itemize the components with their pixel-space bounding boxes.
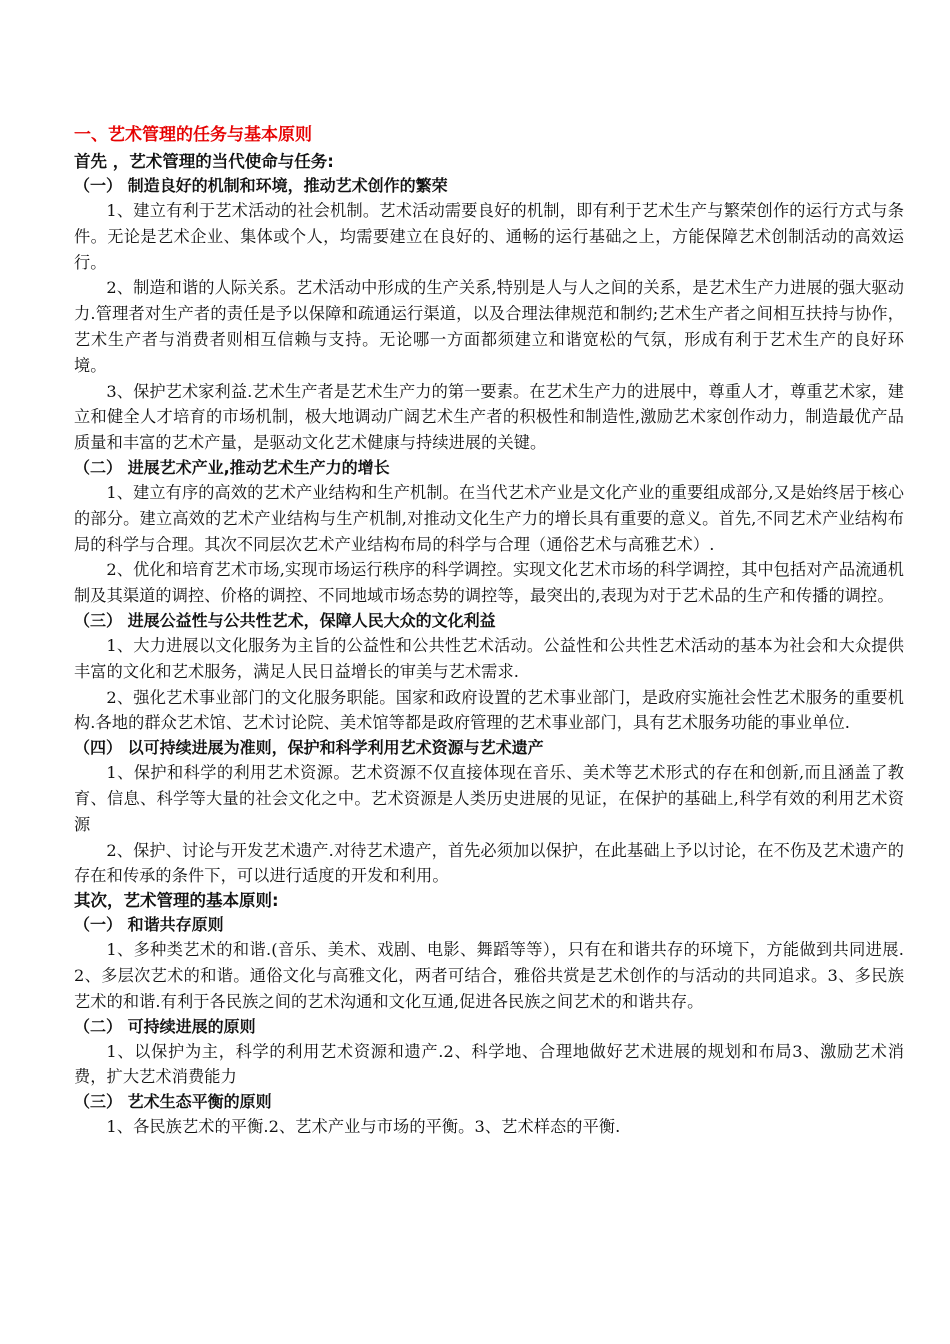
principle-2-paragraph: 1、以保护为主，科学的利用艺术资源和遗产.2、科学地、合理地做好艺术进展的规划和布局3、激励艺术消费，扩大艺术消费能力 [74, 1041, 904, 1087]
document-page [74, 124, 904, 1140]
part1-heading: 首先 ，艺术管理的当代使命与任务: [74, 152, 334, 171]
principle-3-paragraph: 1、各民族艺术的平衡.2、艺术产业与市场的平衡。3、艺术样态的平衡. [106, 1117, 621, 1137]
principle-3-heading: （三） 艺术生态平衡的原则 [74, 1092, 272, 1112]
section-1-paragraph-1: 1、建立有利于艺术活动的社会机制。艺术活动需要良好的机制，即有利于艺术生产与繁荣创作的运行方式与条件。无论是艺术企业、集体或个人，均需要建立在良好的、通畅的运行基础之上，方能保障艺术创制活动的高效运行。 [74, 201, 904, 272]
section-1-paragraph-2: 2、制造和谐的人际关系。艺术活动中形成的生产关系,特别是人与人之间的关系，是艺术生产力进展的强大驱动力.管理者对生产者的责任是予以保障和疏通运行渠道，以及合理法律规范和制约;艺术生产者之间相互扶持与协作，艺术生产者与消费者则相互信赖与支持。无论哪一方面都须建立和谐宽松的气氛，形成有利于艺术生产的良好环境。 [74, 278, 904, 375]
principle-1-paragraph: 1、多种类艺术的和谐.(音乐、美术、戏剧、电影、舞蹈等等），只有在和谐共存的环境下，方能做到共同进展. 2、多层次艺术的和谐。通俗文化与高雅文化，两者可结合，雅俗共赏是艺术创作的与活动的共同追求。3、多民族艺术的和谐.有利于各民族之间的艺术沟通和文化互通,促进各民族之间艺术的和谐共存。 [74, 940, 904, 1011]
principle-1-heading: （一） 和谐共存原则 [74, 915, 224, 935]
section-4-paragraph-1: 1、保护和科学的利用艺术资源。艺术资源不仅直接体现在音乐、美术等艺术形式的存在和创新,而且涵盖了教育、信息、科学等大量的社会文化之中。艺术资源是人类历史进展的见证，在保护的基础上,科学有效的利用艺术资源 [74, 763, 904, 834]
section-2-paragraph-2: 2、优化和培育艺术市场,实现市场运行秩序的科学调控。实现文化艺术市场的科学调控，其中包括对产品流通机制及其渠道的调控、价格的调控、不同地域市场态势的调控等，最突出的,表现为对于艺术品的生产和传播的调控。 [74, 560, 904, 606]
section-4-paragraph-2: 2、保护、讨论与开发艺术遗产.对待艺术遗产，首先必须加以保护，在此基础上予以讨论，在不伤及艺术遗产的存在和传承的条件下，可以进行适度的开发和利用。 [74, 840, 904, 886]
section-3-heading: （三） 进展公益性与公共性艺术，保障人民大众的文化利益 [74, 610, 496, 630]
section-1-heading: （一） 制造良好的机制和环境，推动艺术创作的繁荣 [74, 176, 448, 195]
section-3-paragraph-1: 1、大力进展以文化服务为主旨的公益性和公共性艺术活动。公益性和公共性艺术活动的基本为社会和大众提供丰富的文化和艺术服务，满足人民日益增长的审美与艺术需求. [74, 635, 904, 681]
section-1-paragraph-3: 3、保护艺术家利益.艺术生产者是艺术生产力的第一要素。在艺术生产力的进展中，尊重人才，尊重艺术家，建立和健全人才培育的市场机制，极大地调动广阔艺术生产者的积极性和制造性,激励艺术家创作动力，制造最优产品质量和丰富的艺术产量，是驱动文化艺术健康与持续进展的关键。 [74, 381, 904, 453]
principle-2-heading: （二） 可持续进展的原则 [74, 1016, 256, 1036]
section-4-heading: （四） 以可持续进展为准则，保护和科学利用艺术资源与艺术遗产 [74, 738, 544, 758]
part2-heading: 其次，艺术管理的基本原则: [74, 891, 279, 911]
section-2-paragraph-1: 1、建立有序的高效的艺术产业结构和生产机制。在当代艺术产业是文化产业的重要组成部分,又是始终居于核心的部分。建立高效的艺术产业结构与生产机制,对推动文化生产力的增长具有重要的意义。首先,不同艺术产业结构布局的科学与合理。其次不同层次艺术产业结构布局的科学与合理（通俗艺术与高雅艺术）. [74, 482, 904, 554]
document-title: 一、艺术管理的任务与基本原则 [74, 125, 312, 145]
section-3-paragraph-2: 2、强化艺术事业部门的文化服务职能。国家和政府设置的艺术事业部门，是政府实施社会性艺术服务的重要机构.各地的群众艺术馆、艺术讨论院、美术馆等都是政府管理的艺术事业部门，具有艺术服务功能的事业单位. [74, 687, 904, 733]
section-2-heading: （二） 进展艺术产业,推动艺术生产力的增长 [74, 457, 390, 477]
